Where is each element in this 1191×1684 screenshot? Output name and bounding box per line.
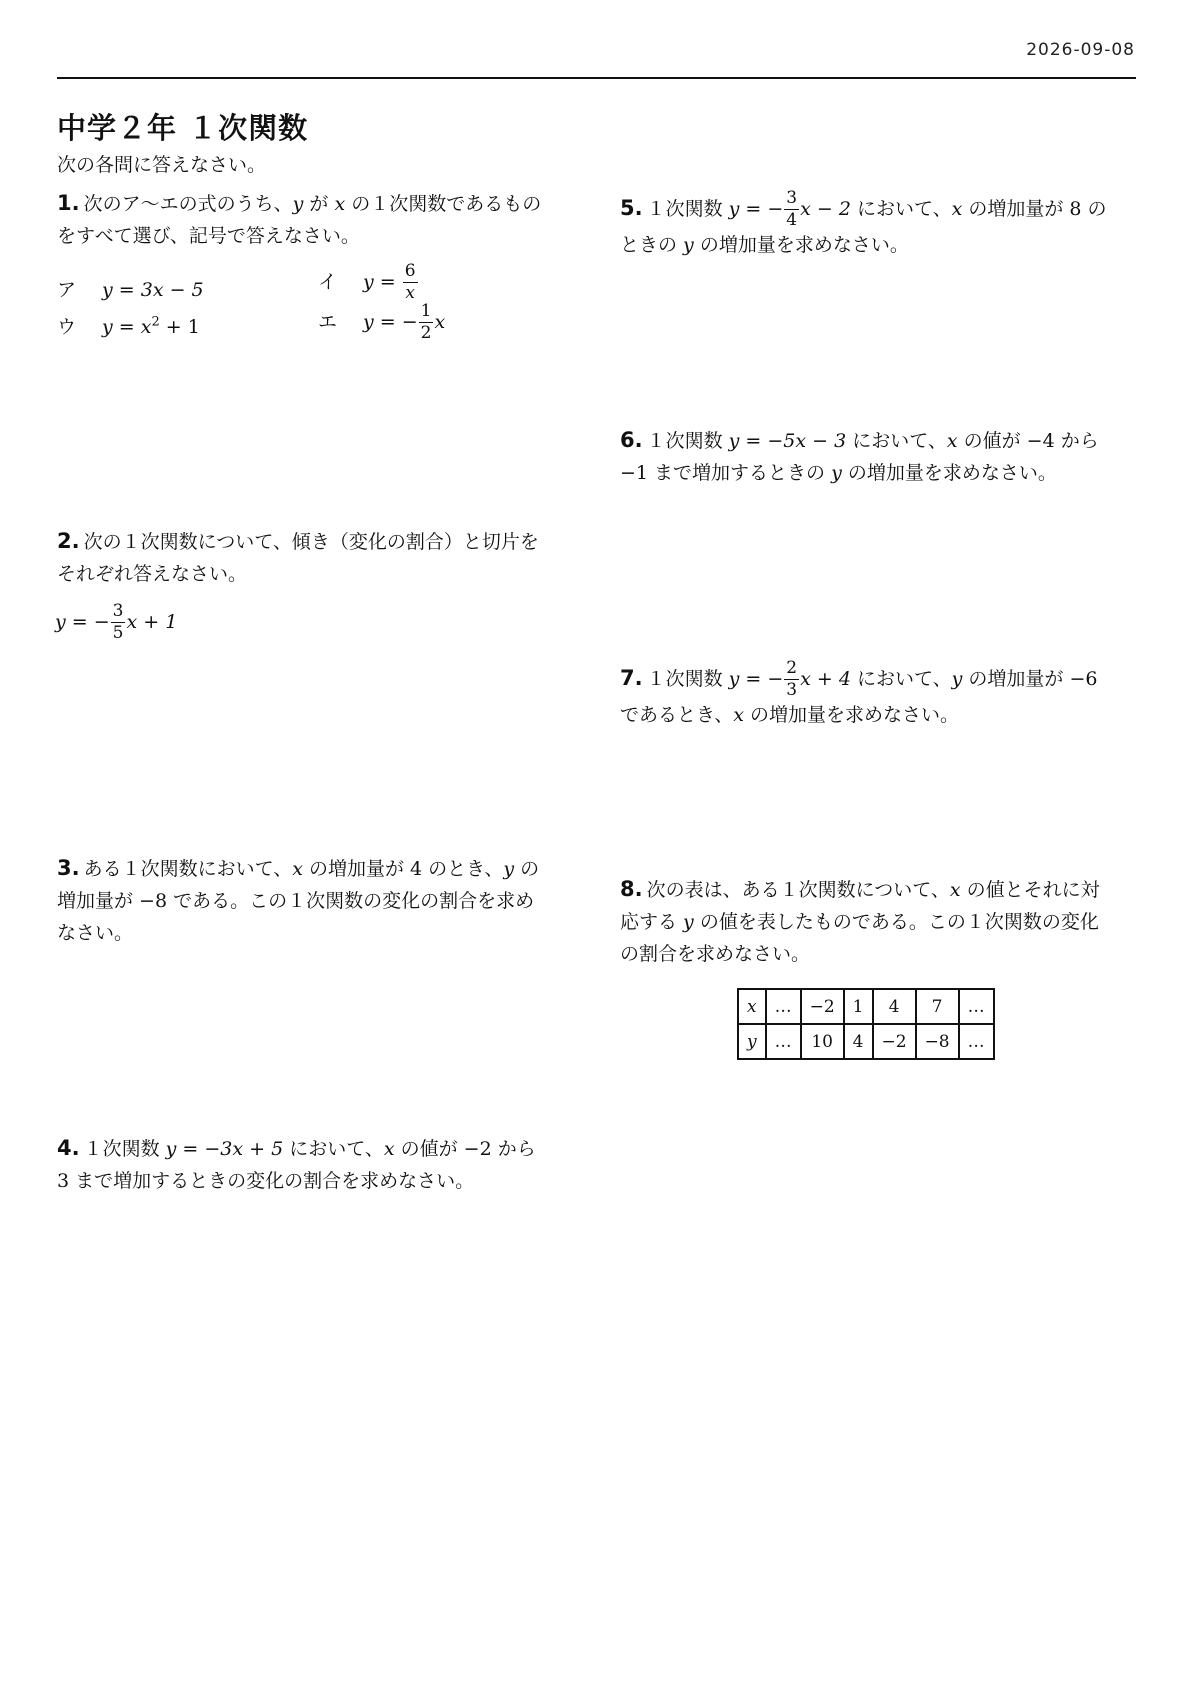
choice-label: エ xyxy=(318,311,338,333)
question-number: 5. xyxy=(620,196,643,220)
question-2: 2. 次の１次関数について、傾き（変化の割合）と切片を それぞれ答えなさい。 xyxy=(57,529,539,585)
choice-d: エ y = − $\frac{1}{2}$ x xyxy=(318,301,446,343)
table-cell: 4 xyxy=(873,989,916,1024)
table-row-x xyxy=(738,989,994,1024)
instruction-text: 次の各問に答えなさい。 xyxy=(57,154,267,176)
table-cell: 4 xyxy=(844,1024,873,1059)
choice-label: イ xyxy=(318,271,338,293)
date-stamp: 2026-09-08 xyxy=(1026,40,1135,60)
question-number: 4. xyxy=(57,1136,80,1160)
question-number: 6. xyxy=(620,428,643,452)
table-cell: −2 xyxy=(873,1024,916,1059)
table-cell: −8 xyxy=(916,1024,959,1059)
worksheet-title: 中学２年 １次関数 xyxy=(57,111,309,145)
question-6: 6. １次関数 y = −5x − 3 において、x の値が −4 から −1 まで増加するときの y の増加量を求めなさい。 xyxy=(620,428,1099,484)
choice-b: イ y = $\frac{6}{x}$ xyxy=(318,261,416,303)
table-cell: … xyxy=(766,1024,801,1059)
header-rule xyxy=(57,77,1136,79)
question-1: 1. 次のア～エの式のうち、y が x の１次関数であるもの をすべて選び、記号で答えなさい。 xyxy=(57,191,542,247)
table-cell: x xyxy=(738,989,766,1024)
equation: y = − $\frac{3}{5}$ x + 1 xyxy=(55,601,178,643)
question-number: 1. xyxy=(57,191,80,215)
table-cell: 1 xyxy=(844,989,873,1024)
table-cell: 10 xyxy=(801,1024,844,1059)
table-cell: y xyxy=(738,1024,766,1059)
fraction: $\frac{3}{5}$ xyxy=(112,601,124,643)
choice-c: ウ $y = x^2 + 1$ xyxy=(57,312,200,339)
value-table xyxy=(737,988,995,1060)
table-row-y xyxy=(738,1024,994,1059)
choice-expression: y = 3x − 5 xyxy=(102,279,204,301)
table-cell: … xyxy=(959,989,994,1024)
question-number: 3. xyxy=(57,856,80,880)
question-number: 2. xyxy=(57,529,80,553)
fraction: $\frac{6}{x}$ xyxy=(404,261,416,303)
table-cell: 7 xyxy=(916,989,959,1024)
choice-a xyxy=(57,275,204,302)
question-number: 7. xyxy=(620,666,643,690)
question-5: 5. １次関数 y = − $\frac{3}{4}$ x − 2 において、x の増加量が 8 の ときの y の増加量を求めなさい。 xyxy=(620,188,1107,256)
table-cell: −2 xyxy=(801,989,844,1024)
fraction: $\frac{1}{2}$ xyxy=(420,301,432,343)
question-3: 3. ある１次関数において、x の増加量が 4 のとき、y の 増加量が −8 である。この１次関数の変化の割合を求め なさい。 xyxy=(57,856,540,944)
question-number: 8. xyxy=(620,877,643,901)
fraction: $\frac{3}{4}$ xyxy=(786,188,798,230)
fraction: $\frac{2}{3}$ xyxy=(786,658,798,700)
table-cell: … xyxy=(959,1024,994,1059)
choice-label: ウ xyxy=(57,316,77,338)
question-8: 8. 次の表は、ある１次関数について、x の値とそれに対 応する y の値を表したものである。この１次関数の変化 の割合を求めなさい。 xyxy=(620,877,1100,965)
table-cell: … xyxy=(766,989,801,1024)
question-4: 4. １次関数 y = −3x + 5 において、x の値が −2 から 3 まで増加するときの変化の割合を求めなさい。 xyxy=(57,1136,536,1192)
choice-label: ア xyxy=(57,279,77,301)
question-7: 7. １次関数 y = − $\frac{2}{3}$ x + 4 において、y の増加量が −6 であるとき、x の増加量を求めなさい。 xyxy=(620,658,1098,726)
